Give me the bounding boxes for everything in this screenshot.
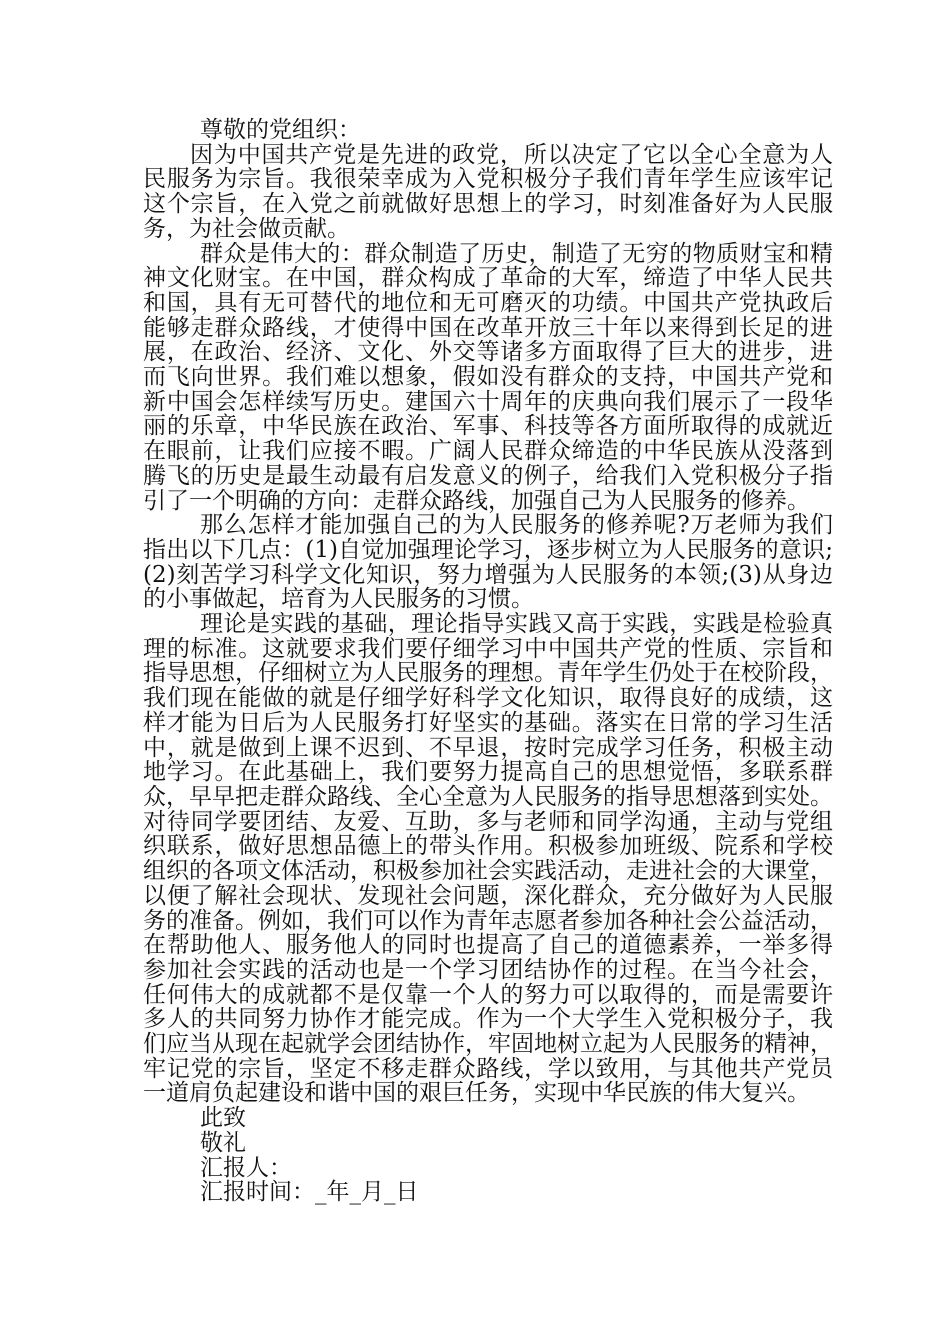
paragraph-line: 和国，具有无可替代的地位和无可磨灭的功绩。中国共产党执政后 [143, 289, 833, 316]
paragraph-line: 理论是实践的基础，理论指导实践又高于实践，实践是检验真 [200, 611, 833, 638]
paragraph-line: 群众是伟大的：群众制造了历史，制造了无穷的物质财宝和精 [200, 240, 833, 267]
salutation: 尊敬的党组织： [200, 117, 361, 143]
paragraph-line: 以便了解社会现状、发现社会问题，深化群众，充分做好为人民服 [143, 882, 833, 909]
paragraph-line: 在眼前，让我们应接不暇。广阔人民群众缔造的中华民族从没落到 [143, 438, 833, 465]
reporter-label: 汇报人： [200, 1154, 292, 1181]
paragraph-line: 我们现在能做的就是仔细学好科学文化知识，取得良好的成绩，这 [143, 685, 833, 712]
paragraph-line: 能够走群众路线，才使得中国在改革开放三十年以来得到长足的进 [143, 314, 833, 341]
paragraph-line: 新中国会怎样续写历史。建国六十周年的庆典向我们展示了一段华 [143, 388, 833, 415]
paragraph-line: 而飞向世界。我们难以想象，假如没有群众的支持，中国共产党和 [143, 364, 833, 391]
paragraph-3 [143, 513, 833, 612]
paragraph-line: 样才能为日后为人民服务打好坚实的基础。落实在日常的学习生活 [143, 709, 833, 736]
paragraph-2 [143, 242, 833, 514]
paragraph-line: 在帮助他人、服务他人的同时也提高了自己的道德素养，一举多得 [143, 932, 833, 959]
paragraph-line: 一道肩负起建设和谐中国的艰巨任务，实现中华民族的伟大复兴。 [143, 1080, 810, 1107]
paragraph-line: 指出以下几点：(1)自觉加强理论学习，逐步树立为人民服务的意识; [143, 536, 833, 563]
paragraph-line: (2)刻苦学习科学文化知识，努力增强为人民服务的本领;(3)从身边 [143, 561, 833, 588]
paragraph-line: 那么怎样才能加强自己的为人民服务的修养呢?万老师为我们 [200, 512, 833, 539]
paragraph-line: 对待同学要团结、友爱、互助，多与老师和同学沟通，主动与党组 [143, 808, 833, 835]
paragraph-line: 展，在政治、经济、文化、外交等诸多方面取得了巨大的进步，进 [143, 339, 833, 366]
paragraph-line: 这个宗旨，在入党之前就做好思想上的学习，时刻准备好为人民服 [143, 191, 833, 218]
paragraph-line: 因为中国共产党是先进的政党，所以决定了它以全心全意为人 [190, 141, 833, 168]
paragraph-line: 组织的各项文体活动，积极参加社会实践活动，走进社会的大课堂， [143, 858, 833, 885]
paragraph-line: 牢记党的宗旨，坚定不移走群众路线，学以致用，与其他共产党员 [143, 1055, 833, 1082]
paragraph-line: 理的标准。这就要求我们要仔细学习中中国共产党的性质、宗旨和 [143, 635, 833, 662]
paragraph-line: 多人的共同努力协作才能完成。作为一个大学生入党积极分子，我 [143, 1006, 833, 1033]
paragraph-line: 们应当从现在起就学会团结协作，牢固地树立起为人民服务的精神， [143, 1031, 833, 1058]
paragraph-line: 务的准备。例如，我们可以作为青年志愿者参加各种社会公益活动， [143, 907, 833, 934]
paragraph-line: 腾飞的历史是最生动最有启发意义的例子，给我们入党积极分子指 [143, 462, 833, 489]
paragraph-line: 织联系，做好思想品德上的带头作用。积极参加班级、院系和学校 [143, 833, 833, 860]
paragraph-line: 神文化财宝。在中国，群众构成了革命的大军，缔造了中华人民共 [143, 265, 833, 292]
paragraph-line: 丽的乐章，中华民族在政治、军事、科技等各方面所取得的成就近 [143, 413, 833, 440]
paragraph-line: 民服务为宗旨。我很荣幸成为入党积极分子我们青年学生应该牢记 [143, 166, 833, 193]
paragraph-line: 中，就是做到上课不迟到、不早退，按时完成学习任务，积极主动 [143, 734, 833, 761]
paragraph-line: 引了一个明确的方向：走群众路线，加强自己为人民服务的修养。 [143, 487, 810, 514]
document-body [143, 118, 833, 1205]
closing-jingli: 敬礼 [200, 1129, 246, 1156]
paragraph-line: 地学习。在此基础上，我们要努力提高自己的思想觉悟，多联系群 [143, 759, 833, 786]
closing-cizhi: 此致 [200, 1105, 246, 1132]
paragraph-4 [143, 612, 833, 1106]
report-date: 汇报时间：_年_月_日 [200, 1179, 419, 1206]
paragraph-line: 参加社会实践的活动也是一个学习团结协作的过程。在当今社会， [143, 956, 833, 983]
paragraph-line: 众，早早把走群众路线、全心全意为人民服务的指导思想落到实处。 [143, 783, 833, 810]
paragraph-line: 任何伟大的成就都不是仅靠一个人的努力可以取得的，而是需要许 [143, 981, 833, 1008]
paragraph-line: 的小事做起，培育为人民服务的习惯。 [143, 586, 534, 613]
paragraph-line: 指导思想，仔细树立为人民服务的理想。青年学生仍处于在校阶段， [143, 660, 833, 687]
paragraph-line: 务，为社会做贡献。 [143, 215, 350, 242]
paragraph-1 [143, 143, 833, 242]
closing-block [143, 1106, 833, 1205]
